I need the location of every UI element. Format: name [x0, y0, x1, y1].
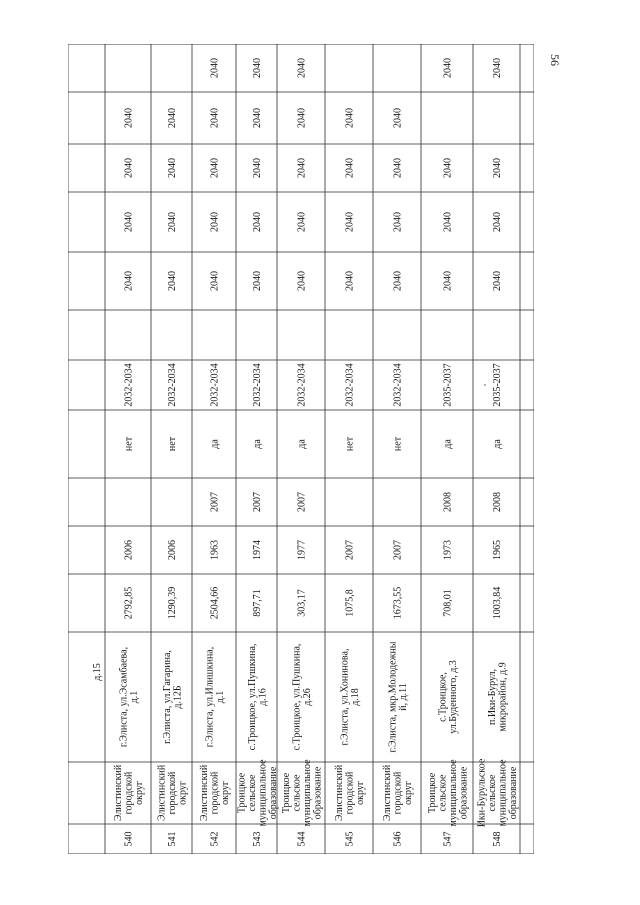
cell-municipality — [382, 764, 414, 821]
cell-no-line: 541 — [167, 831, 178, 847]
cell-municipality — [199, 764, 231, 821]
cell-area-line: 2504,66 — [209, 586, 221, 620]
cell-municipality-line: Элистинский — [334, 764, 345, 822]
cell-c5-line: 2040 — [209, 108, 221, 128]
cell-c2-line: 2040 — [123, 271, 135, 291]
cell-area — [345, 589, 356, 617]
cell-period — [210, 363, 221, 406]
cell-address — [387, 641, 409, 752]
cell-year_built-line: 1965 — [492, 540, 503, 560]
cell-area — [492, 587, 503, 620]
cell-period-line: 2032-2034 — [252, 363, 263, 407]
cell-municipality-line: Элистинский — [199, 764, 210, 822]
cell-c3 — [443, 212, 454, 232]
capital-repair-table — [68, 44, 534, 854]
cell-address-line: д.1 — [214, 690, 226, 704]
cell-no-line: 542 — [209, 831, 221, 847]
cell-c5-line: 2040 — [252, 108, 263, 128]
cell-area-line: 1003,84 — [492, 586, 503, 620]
cell-flag — [393, 436, 404, 451]
cell-municipality-line: сельское — [291, 774, 303, 812]
cell-area-line: 1075,8 — [344, 589, 356, 617]
cell-area-line: 708,01 — [442, 589, 454, 617]
cell-address-line: й, д.11 — [397, 683, 409, 711]
cell-c4-line: 2040 — [123, 158, 135, 178]
cell-address-line: г.Элиста, ул.Илишкина, — [204, 646, 216, 748]
cell-c2 — [345, 271, 356, 291]
cell-year_built-line: 2007 — [344, 540, 356, 560]
cell-municipality-line: муниципальное — [301, 759, 313, 827]
cell-address — [291, 644, 313, 751]
cell-c2 — [492, 271, 503, 291]
cell-municipality-line: муниципальное — [497, 759, 509, 827]
cell-c4-line: 2040 — [492, 158, 503, 178]
cell-municipality-line: образование — [507, 766, 519, 820]
cell-year_built-line: 1974 — [252, 540, 263, 560]
cell-year_built — [252, 540, 263, 560]
cell-c6 — [210, 58, 221, 78]
cell-c5-line: 2040 — [167, 108, 178, 128]
cell-c4 — [252, 158, 263, 178]
cell-c5-line: 2040 — [392, 108, 404, 128]
cell-c2 — [167, 271, 178, 291]
cell-municipality-line: сельское — [486, 774, 498, 812]
cell-period — [393, 363, 404, 406]
cell-municipality-line: образование — [267, 766, 279, 820]
cell-c2 — [210, 271, 221, 291]
cell-c3 — [252, 212, 263, 232]
cell-municipality — [427, 759, 470, 827]
cell-c5 — [210, 108, 221, 128]
cell-flag — [167, 436, 178, 451]
cell-address — [118, 647, 140, 747]
cell-municipality-line: Элистинский — [382, 764, 393, 822]
cell-municipality — [157, 764, 189, 821]
cell-c5 — [252, 108, 263, 128]
cell-c2 — [297, 271, 308, 291]
cell-flag-line: да — [296, 439, 308, 449]
cell-address-line: д.18 — [349, 688, 361, 706]
cell-no — [252, 832, 263, 847]
cell-year_reno — [252, 492, 263, 512]
cell-year_built-line: 1963 — [209, 540, 221, 560]
cell-address-line: с.Троицкое, — [437, 672, 449, 722]
cell-period — [252, 363, 263, 406]
cell-municipality-line: Троицкое — [280, 772, 292, 814]
cell-c5 — [393, 108, 404, 128]
cell-c4-line: 2040 — [442, 158, 454, 178]
cell-period — [124, 363, 135, 406]
cell-period-line: 2032-2034 — [123, 363, 135, 407]
cell-c6 — [297, 58, 308, 78]
cell-municipality-line: округ — [220, 781, 231, 805]
cell-no-line: 548 — [492, 831, 503, 847]
cell-c2 — [443, 271, 454, 291]
cell-c3-line: 2040 — [442, 212, 454, 232]
cell-area-line: 303,17 — [296, 589, 308, 617]
cell-year_reno-line: 2008 — [442, 492, 454, 512]
cell-municipality — [334, 764, 366, 821]
cell-no — [443, 832, 454, 847]
cell-address-line: с.Троицкое, ул.Пушкина, — [246, 643, 258, 751]
cell-area-line: 1673,55 — [392, 586, 404, 620]
cell-area-line: 2792,85 — [123, 586, 135, 620]
cell-municipality-line: округ — [355, 781, 366, 805]
cell-municipality-line: округ — [134, 781, 145, 805]
cell-year_reno — [210, 492, 221, 512]
cell-c4-line: 2040 — [392, 158, 404, 178]
cell-c3-line: 2040 — [167, 212, 178, 232]
cell-c5 — [345, 108, 356, 128]
cell-address-line: г.Элиста, мкр.Молодежны — [387, 641, 399, 753]
cell-address-line: с.Троицкое, ул.Пушкина, — [291, 643, 303, 751]
cell-flag — [252, 439, 263, 449]
cell-no — [492, 832, 503, 847]
cell-flag-line: нет — [167, 436, 178, 452]
cell-municipality-line: Ики-Бурульское — [476, 758, 488, 828]
cell-year_built — [124, 540, 135, 560]
cell-flag — [443, 439, 454, 449]
cell-c2-line: 2040 — [296, 271, 308, 291]
cell-c6-line: 2040 — [442, 58, 454, 78]
cell-year_reno-line: 2007 — [252, 492, 263, 512]
cell-flag-line: да — [492, 439, 503, 449]
cell-address — [162, 650, 184, 744]
cell-c3 — [124, 212, 135, 232]
cell-c6-line: 2040 — [492, 58, 503, 78]
cell-c3 — [210, 212, 221, 232]
cell-c4-line: 2040 — [252, 158, 263, 178]
cell-municipality-line: сельское — [246, 774, 258, 812]
cell-period-line: 2035-2037 — [442, 363, 454, 407]
cell-c3-line: 2040 — [123, 212, 135, 232]
cell-no — [345, 832, 356, 847]
cell-c6 — [252, 58, 263, 78]
cell-year_built-line: 2007 — [392, 540, 404, 560]
cell-municipality — [113, 764, 145, 821]
cell-address-line: д.16 — [257, 688, 269, 706]
cell-c4 — [210, 158, 221, 178]
cell-year_built — [167, 540, 178, 560]
cell-flag — [210, 439, 221, 449]
cell-municipality-line: округ — [403, 781, 414, 805]
cell-c5-line: 2040 — [123, 108, 135, 128]
cell-municipality-line: муниципальное — [447, 759, 459, 827]
cell-period-line: 2032-2034 — [392, 363, 404, 407]
cell-c4-line: 2040 — [167, 158, 178, 178]
cell-c3 — [345, 212, 356, 232]
cell-period — [297, 363, 308, 406]
cell-year_built-line: 2006 — [123, 540, 135, 560]
page-number-text: 56 — [548, 54, 562, 66]
cell-area — [393, 587, 404, 620]
cell-no-line: 545 — [344, 831, 356, 847]
cell-year_built — [492, 540, 503, 560]
cell-flag-line: нет — [344, 436, 356, 452]
cell-c5 — [124, 108, 135, 128]
cell-address-line: д.26 — [301, 688, 313, 706]
cell-area — [210, 587, 221, 620]
cell-c4 — [492, 158, 503, 178]
cell-flag — [297, 439, 308, 449]
cell-c2 — [124, 271, 135, 291]
cell-municipality-line: образование — [458, 766, 470, 820]
cell-year_reno — [492, 492, 503, 512]
cell-year_reno-line: 2007 — [209, 492, 221, 512]
cell-area — [167, 587, 178, 620]
cell-flag-line: нет — [123, 436, 135, 452]
cell-municipality-line: городской — [209, 771, 221, 815]
cell-c4 — [393, 158, 404, 178]
cell-flag — [345, 436, 356, 451]
cell-year_built — [297, 540, 308, 560]
cell-municipality-line: Элистинский — [113, 764, 124, 822]
cell-year_built-line: 1973 — [442, 540, 454, 560]
cell-c6-line: 2040 — [209, 58, 221, 78]
cell-c2 — [252, 271, 263, 291]
cell-year_built — [210, 540, 221, 560]
cell-period-line: 2032-2034 — [296, 363, 308, 407]
cell-c3 — [492, 212, 503, 232]
cell-c4 — [167, 158, 178, 178]
scan-speck — [420, 578, 422, 580]
cell-no — [124, 832, 135, 847]
cell-municipality-line: городской — [344, 771, 356, 815]
cell-c5-line: 2040 — [344, 108, 356, 128]
cell-area — [124, 587, 135, 620]
cell-area — [252, 589, 263, 617]
cell-address — [339, 649, 361, 746]
cell-flag-line: нет — [392, 436, 404, 452]
cell-flag — [124, 436, 135, 451]
cell-period — [345, 363, 356, 406]
cell-address-line: ул.Буденного, д.3 — [447, 660, 459, 734]
cell-municipality-line: муниципальное — [257, 759, 269, 827]
cell-municipality-line: городской — [167, 771, 178, 815]
cell-municipality — [476, 758, 519, 827]
cell-area — [443, 589, 454, 617]
cell-municipality-line: городской — [392, 771, 404, 815]
cell-year_built-line: 1977 — [296, 540, 308, 560]
cell-address-line: г.Элиста, ул.Гагарина, — [161, 650, 173, 744]
cell-address-line: микрорайон, д.9 — [497, 662, 509, 732]
cell-year_built — [345, 540, 356, 560]
cell-c4 — [345, 158, 356, 178]
cell-period-line: 2032-2034 — [209, 363, 221, 407]
cell-flag-line: да — [252, 439, 263, 449]
cell-period — [443, 363, 454, 406]
cell-c3-line: 2040 — [344, 212, 356, 232]
cell-address — [487, 662, 509, 731]
header-fragment-line: д.15 — [92, 663, 103, 681]
cell-c5 — [167, 108, 178, 128]
cell-address — [247, 644, 269, 751]
cell-area-line: 1290,39 — [167, 586, 178, 620]
cell-c2-line: 2040 — [392, 271, 404, 291]
cell-c2-line: 2040 — [442, 271, 454, 291]
cell-municipality-line: городской — [123, 771, 135, 815]
cell-c3 — [167, 212, 178, 232]
cell-c4-line: 2040 — [209, 158, 221, 178]
cell-year_reno — [297, 492, 308, 512]
scan-speck — [484, 384, 486, 386]
cell-c6-line: 2040 — [252, 58, 263, 78]
cell-c3-line: 2040 — [209, 212, 221, 232]
cell-c3 — [393, 212, 404, 232]
cell-area-line: 897,71 — [252, 589, 263, 617]
cell-year_reno — [443, 492, 454, 512]
cell-no-line: 543 — [252, 831, 263, 847]
cell-c4 — [443, 158, 454, 178]
cell-year_reno-line: 2007 — [296, 492, 308, 512]
cell-c2-line: 2040 — [492, 271, 503, 291]
cell-c2-line: 2040 — [252, 271, 263, 291]
cell-flag-line: да — [209, 439, 221, 449]
cell-year_built-line: 2006 — [167, 540, 178, 560]
cell-year_reno-line: 2008 — [492, 492, 503, 512]
cell-address — [437, 660, 459, 734]
cell-municipality-line: округ — [177, 781, 189, 805]
cell-c6 — [492, 58, 503, 78]
cell-flag — [492, 439, 503, 449]
cell-municipality-line: Элистинский — [156, 764, 168, 822]
cell-no-line: 540 — [123, 831, 135, 847]
cell-municipality-line: Троицкое — [236, 772, 248, 814]
cell-municipality-line: сельское — [437, 774, 449, 812]
cell-address-line: д.12Б — [172, 685, 184, 709]
cell-address-line: г.Элиста, ул.Эсамбаева, — [118, 646, 130, 748]
cell-address-line: д.1 — [128, 690, 140, 704]
cell-c2-line: 2040 — [167, 271, 178, 291]
cell-municipality — [236, 759, 279, 827]
cell-period-line: 2035-2037 — [492, 363, 503, 407]
cell-area — [297, 589, 308, 617]
cell-municipality-line: образование — [312, 766, 324, 820]
cell-address-line: п.Ики-Бурул, — [486, 668, 498, 726]
cell-c6-line: 2040 — [296, 58, 308, 78]
cell-period — [492, 363, 503, 406]
cell-c3 — [297, 212, 308, 232]
cell-c3-line: 2040 — [252, 212, 263, 232]
cell-municipality — [281, 759, 324, 827]
cell-c4-line: 2040 — [296, 158, 308, 178]
cell-c2 — [393, 271, 404, 291]
cell-c4 — [297, 158, 308, 178]
cell-c2-line: 2040 — [344, 271, 356, 291]
cell-period-line: 2032-2034 — [344, 363, 356, 407]
cell-no — [210, 832, 221, 847]
cell-c2-line: 2040 — [209, 271, 221, 291]
cell-year_built — [393, 540, 404, 560]
cell-municipality-line: Троицкое — [426, 772, 438, 814]
cell-flag-line: да — [442, 439, 454, 449]
cell-no-line: 546 — [392, 831, 404, 847]
cell-no — [297, 832, 308, 847]
cell-no-line: 547 — [442, 831, 454, 847]
cell-c6 — [443, 58, 454, 78]
cell-address-line: г.Элиста, ул.Хонинова, — [339, 648, 351, 746]
cell-period-line: 2032-2034 — [167, 363, 178, 407]
cell-c3-line: 2040 — [296, 212, 308, 232]
cell-period — [167, 363, 178, 406]
header-fragment — [92, 663, 103, 681]
cell-address — [204, 647, 226, 747]
cell-year_built — [443, 540, 454, 560]
cell-no — [167, 832, 178, 847]
cell-c4 — [124, 158, 135, 178]
cell-c3-line: 2040 — [492, 212, 503, 232]
cell-no-line: 544 — [296, 831, 308, 847]
page-number — [548, 54, 562, 94]
cell-c3-line: 2040 — [392, 212, 404, 232]
cell-no — [393, 832, 404, 847]
cell-c5-line: 2040 — [296, 108, 308, 128]
cell-c5 — [297, 108, 308, 128]
cell-c4-line: 2040 — [344, 158, 356, 178]
